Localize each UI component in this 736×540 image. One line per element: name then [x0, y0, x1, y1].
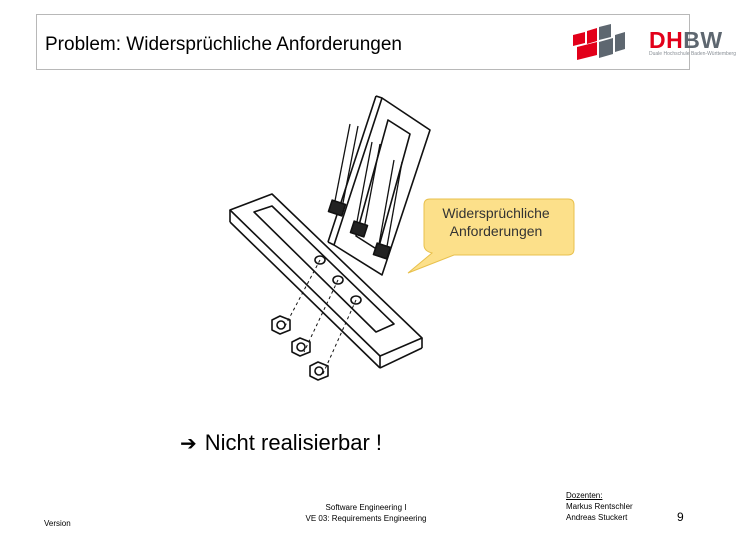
arrow-right-icon: ➔ — [180, 433, 197, 455]
callout-text: Widersprüchliche Anforderungen — [442, 205, 550, 239]
logo-mark-icon — [563, 21, 643, 65]
page-title: Problem: Widersprüchliche Anforderungen — [45, 34, 402, 55]
conclusion — [180, 430, 382, 456]
footer-lecturers: Dozenten: Markus Rentschler Andreas Stuckert — [566, 491, 633, 522]
contradiction-illustration — [222, 90, 422, 390]
logo-wordmark: DHBW — [649, 27, 723, 53]
dhbw-logo — [563, 21, 736, 65]
logo-subtitle: Duale Hochschule Baden-Württemberg — [649, 51, 736, 57]
footer-course: Software Engineering I VE 03: Requirements Engineering — [305, 503, 427, 523]
page-number: 9 — [677, 510, 684, 524]
conclusion-text: Nicht realisierbar ! — [204, 430, 383, 455]
footer-version: Version — [44, 519, 71, 528]
title-box — [36, 14, 736, 70]
